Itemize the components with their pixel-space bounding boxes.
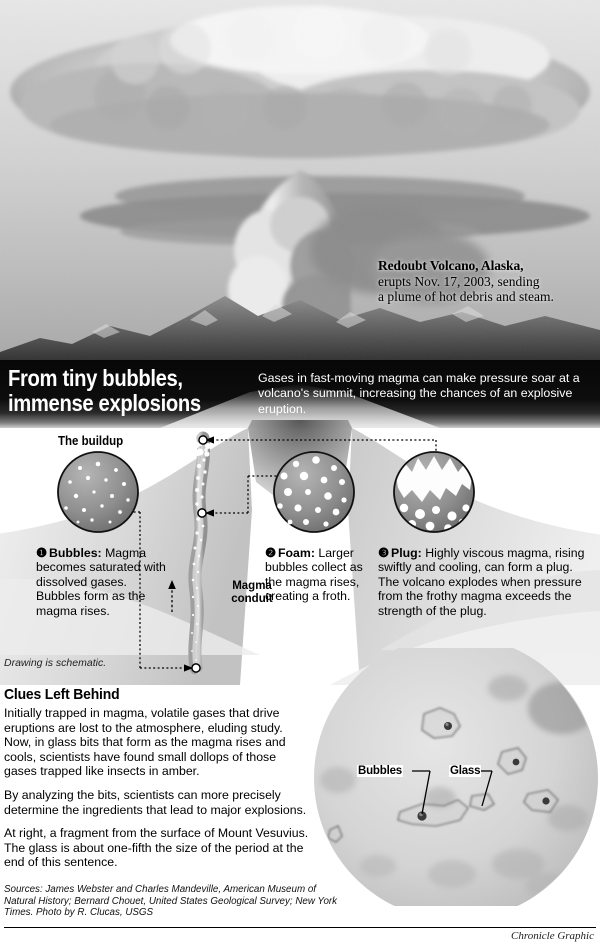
headline xyxy=(8,366,246,416)
micrograph-bubbles-label: Bubbles xyxy=(358,765,402,777)
callout-number-1: ❶ xyxy=(36,546,48,560)
clues-paragraph-3: At right, a fragment from the surface of Mount Vesuvius. The glass is about one-fifth the size of the period at the end of this sentence. xyxy=(4,826,309,870)
magnifier-plug xyxy=(394,452,474,532)
sources-note: Sources: James Webster and Charles Mandeville, American Museum of Natural History; Bernard Chouet, United States Geological Survey; New York Times. Photo by R. Clucas, USGS xyxy=(4,884,338,919)
callout-number-2: ❷ xyxy=(265,546,277,560)
footer-divider xyxy=(4,927,596,928)
clues-paragraph-2: By analyzing the bits, scientists can more precisely determine the ingredients that lead to major explosions. xyxy=(4,787,307,817)
eruption-photo xyxy=(0,0,600,360)
callout-title-2: Foam: xyxy=(278,546,315,560)
callout-body-2: Larger bubbles collect as the magma rises, creating a froth. xyxy=(265,546,363,604)
photo-caption-line2: erupts Nov. 17, 2003, sending xyxy=(378,273,540,289)
callout-foam xyxy=(265,546,371,604)
photo-caption-title: Redoubt Volcano, Alaska, xyxy=(378,258,524,273)
clues-heading: Clues Left Behind xyxy=(4,686,120,703)
photo-caption xyxy=(378,258,588,305)
headline-line-2: immense explosions xyxy=(8,390,201,416)
buildup-label: The buildup xyxy=(58,434,124,448)
volcano-diagram xyxy=(0,420,600,685)
magnifier-foam xyxy=(274,452,354,532)
clues-paragraph-1: Initially trapped in magma, volatile gases that drive eruptions are lost to the atmosphere, eluding study. Now, in glass bits that form as the magma rises and cools, scientists have found small dollops of those gases trapped like insects in amber. xyxy=(4,706,286,779)
micrograph-glass-label: Glass xyxy=(450,765,481,777)
eruption-photo-image xyxy=(0,0,600,360)
title-banner xyxy=(0,360,600,428)
callout-title-1: Bubbles: xyxy=(49,546,102,560)
intro-text: Gases in fast-moving magma can make pressure soar at a volcano's summit, increasing the chances of an explosive eruption. xyxy=(258,371,580,416)
graphic-credit: Chronicle Graphic xyxy=(511,930,594,942)
callout-plug xyxy=(378,546,594,618)
magma-conduit-label: Magma conduit xyxy=(231,580,273,605)
headline-line-1: From tiny bubbles, xyxy=(8,365,183,391)
callout-body-1: Magma becomes saturated with dissolved gases. Bubbles form as the magma rises. xyxy=(36,546,166,618)
schematic-note: Drawing is schematic. xyxy=(4,657,107,669)
callout-title-3: Plug: xyxy=(391,546,422,560)
micrograph-image xyxy=(312,648,600,906)
callout-body-3: Highly viscous magma, rising swiftly and cooling, can form a plug. The volcano explodes when pressure from the frothy magma exceeds the strength of the plug. xyxy=(378,546,585,618)
micrograph xyxy=(312,648,600,906)
clues-section xyxy=(4,686,310,879)
photo-caption-line3: a plume of hot debris and steam. xyxy=(378,289,554,304)
magnifier-bubbles xyxy=(58,452,138,532)
callout-number-3: ❸ xyxy=(378,546,390,560)
callout-bubbles xyxy=(36,546,171,618)
